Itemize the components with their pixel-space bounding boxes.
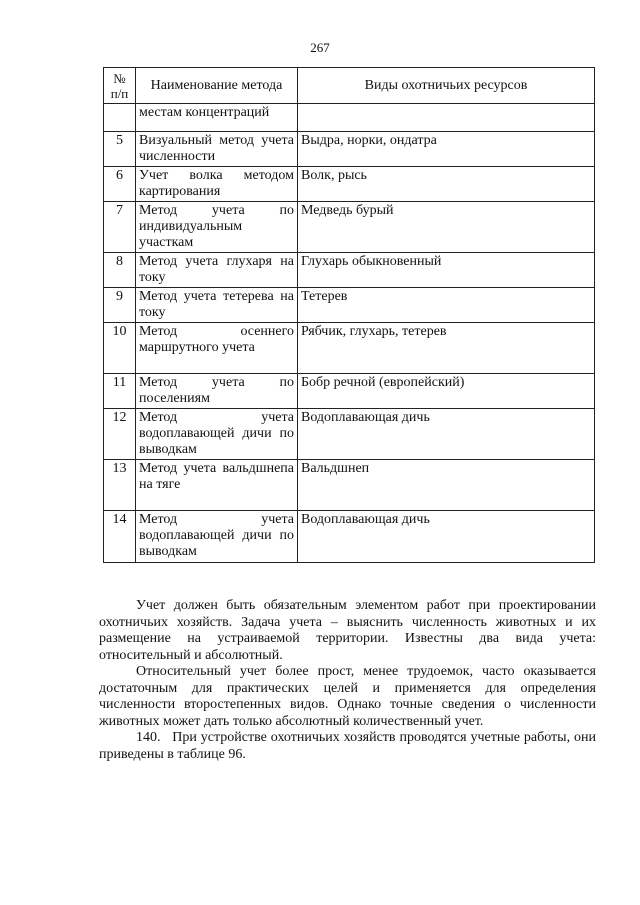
cell-resources: Бобр речной (европейский) <box>298 374 595 409</box>
table-header-row <box>104 68 595 104</box>
header-method: Наименование метода <box>136 68 298 104</box>
table-row <box>104 288 595 323</box>
cell-resources: Глухарь обыкновенный <box>298 253 595 288</box>
cell-number: 5 <box>104 132 136 167</box>
cell-resources: Вальдшнеп <box>298 460 595 511</box>
paragraph: Относительный учет более прост, менее трудоемок, часто оказывается достаточным для практических целей и применяется для определения численности второстепенных видов. Однако точные сведения о численности животных может дать только абсолютный количественный учет. <box>99 664 596 729</box>
cell-resources: Волк, рысь <box>298 167 595 202</box>
cell-method: Метод учета тетерева на току <box>136 288 298 323</box>
cell-number: 14 <box>104 511 136 563</box>
hunting-methods-table <box>103 67 595 563</box>
cell-resources: Водоплавающая дичь <box>298 409 595 460</box>
table-row <box>104 374 595 409</box>
table-row <box>104 167 595 202</box>
cell-resources: Водоплавающая дичь <box>298 511 595 563</box>
cell-method: Метод учета вальдшнепа на тяге <box>136 460 298 511</box>
cell-number: 10 <box>104 323 136 374</box>
cell-number: 11 <box>104 374 136 409</box>
cell-method: Метод учета водоплавающей дичи по выводкам <box>136 511 298 563</box>
cell-resources: Рябчик, глухарь, тетерев <box>298 323 595 374</box>
cell-number <box>104 104 136 132</box>
cell-method: Метод учета глухаря на току <box>136 253 298 288</box>
table-row <box>104 409 595 460</box>
cell-number: 6 <box>104 167 136 202</box>
cell-method: Метод учета по индивидуальным участкам <box>136 202 298 253</box>
table-row <box>104 323 595 374</box>
table-row <box>104 253 595 288</box>
table-body <box>104 104 595 563</box>
table-row <box>104 511 595 563</box>
cell-number: 8 <box>104 253 136 288</box>
cell-number: 9 <box>104 288 136 323</box>
cell-method: Учет волка методом картирования <box>136 167 298 202</box>
cell-method: Метод осеннего маршрутного учета <box>136 323 298 374</box>
cell-resources <box>298 104 595 132</box>
cell-method: местам концентраций <box>136 104 298 132</box>
cell-number: 13 <box>104 460 136 511</box>
body-text <box>99 598 596 763</box>
cell-resources: Медведь бурый <box>298 202 595 253</box>
cell-method: Метод учета водоплавающей дичи по выводкам <box>136 409 298 460</box>
cell-method: Визуальный метод учета численности <box>136 132 298 167</box>
cell-resources: Тетерев <box>298 288 595 323</box>
cell-method: Метод учета по поселениям <box>136 374 298 409</box>
table-row <box>104 460 595 511</box>
table-row <box>104 132 595 167</box>
table-row <box>104 202 595 253</box>
table-row-continuation <box>104 104 595 132</box>
paragraph: Учет должен быть обязательным элементом работ при проектировании охотничьих хозяйств. Задача учета – выяснить численность животных и их размещение на устраиваемой территории. Известны два вида учета: относительный и абсолютный. <box>99 598 596 663</box>
header-number: № п/п <box>104 68 136 104</box>
header-resources: Виды охотничьих ресурсов <box>298 68 595 104</box>
cell-number: 7 <box>104 202 136 253</box>
page-number: 267 <box>310 40 330 55</box>
paragraph: 140. При устройстве охотничьих хозяйств проводятся учетные работы, они приведены в таблице 96. <box>99 730 596 762</box>
cell-resources: Выдра, норки, ондатра <box>298 132 595 167</box>
cell-number: 12 <box>104 409 136 460</box>
